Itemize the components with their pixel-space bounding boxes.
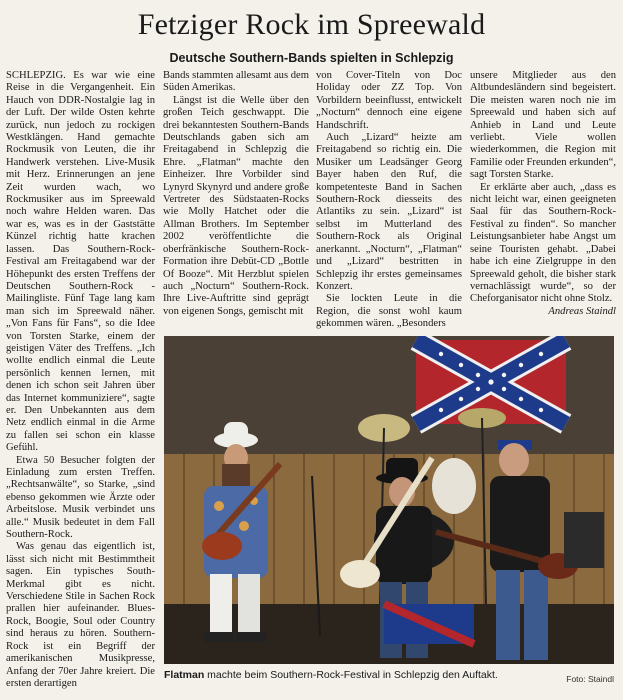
photo-caption (164, 669, 614, 681)
paragraph (6, 70, 155, 455)
headline: Fetziger Rock im Spreewald (137, 8, 486, 41)
band-photo-illustration (164, 336, 614, 664)
paragraph: Etwa 50 Besucher folgten der Einladung zum ersten Treffen. „Rechtsanwälte“, so Starke, „sind ebenso gekommen wie Ärzte oder Arbeitslose. Musik verbindet uns alle.“ Musik bedeutet in dem Fall Southern-Rock. (6, 454, 155, 541)
article-column-3 (316, 70, 462, 330)
paragraph: Was genau das eigentlich ist, lässt sich nicht mit Bestimmtheit sagen. Ein typisches South-Merkmal gibt es nicht. Verschiedene Stile in Sachen Rock prallen hier aufeinander. Blues-Rock, Boogie, Soul oder Country sind heraus zu hören. Southern-Rock ist ein Begriff der amerikanischen Musikpresse, Anfang der 70er Jahre kreiert. Die ersten derartigen (6, 541, 155, 689)
paragraph: Er erklärte aber auch, „dass es nicht leicht war, einen geeigneten Saal für das Southern-Rock-Festival zu finden“. So mancher Leistungsanbieter habe Angst um seine Touristen gehabt. „Dabei habe ich eine Zielgruppe in den Spreewald geholt, die bisher stark vernachlässigt wurde“, so der Cheforganisator nicht ohne Stolz. (470, 181, 616, 305)
paragraph: Sie lockten Leute in die Region, die sonst wohl kaum gekommen wären. „Besonders (316, 293, 462, 330)
caption-text: machte beim Southern-Rock-Festival in Schlepzig den Auftakt. (204, 669, 498, 681)
paragraph: Längst ist die Welle über den großen Teich geschwappt. Die drei bekanntesten Southern-Bands Deutschlands gaben sich am Freitagabend in Schlepzig die Ehre. „Flatman“ machte den Einheizer. Ihre Vorbilder sind Lynyrd Skynyrd und andere große Vertreter des Südstaaten-Rocks wie Molly Hatchet oder die Allman Brothers. Im September 2002 veröffentlichte die oberfränkische Southern-Rock-Formation ihre Debüt-CD „Bottle Of Booze“. Mit Herzblut spielen auch „Nocturn“ Southern-Rock. Ihre Live-Auftritte sind geprägt von eigenen Songs, gemischt mit (163, 94, 309, 317)
paragraph: Auch „Lizard“ heizte am Freitagabend so richtig ein. Die Musiker um Leadsänger Georg Bayer haben den Ruf, die kompetenteste Band in Sachen Southern-Rock diesseits des Atlantiks zu sein. „Lizard“ ist selbst im Mutterland des Southern-Rock als Original anerkannt. „Nocturn“, „Flatman“ und „Lizard“ bestritten in Schlepzig ihr erstes gemeinsames Konzert. (316, 132, 462, 292)
band-photo (164, 336, 614, 664)
caption-band-name: Flatman (164, 669, 205, 681)
photo-credit: Foto: Staindl (566, 674, 614, 684)
paragraph-text: Es war wie eine Reise in die Vergangenheit. Ein Hauch von DDR-Nostalgie lag in der Luft. Der wilde Osten kehrte zurück, nun jedoch zu rockigen Westklängen. Hand gemachte Rockmusik von Leuten, die ihr Handwerk verstehen. Live-Musik mit Herz. Erinnerungen an jene Zeit wurden wach, wo Rockmusiker aus im Spreewald noch wahre Helden waren. Das war es, was es in der Gaststätte Künzel richtig hatte krachen lassen. Das Southern-Rock-Festival am Freitagabend war der Höhepunkt des ersten Treffens der Deutschen Southern-Rock -Mailingliste. Fünf Tage lang kam man sich im Spreewald näher. „Von Fans für Fans“, so die Idee von Torsten Starke, einem der geistigen Väter des Treffens. „Ich wollte endlich einmal die Leute persönlich kennen lernen, mit denen ich schon seit Jahren über das Internet kommuniziere“, sagte er. Den Unbekannten aus dem Netz endlich einmal in die Arme zu fallen sei schon ein klasse Gefühl. (6, 70, 156, 454)
article-column-4 (470, 70, 616, 320)
author-byline: Andreas Staindl (548, 305, 616, 317)
paragraph: von Cover-Titeln von Doc Holiday oder ZZ Top. Von Vorbildern beeinflusst, entwickelt „Nocturn“ dennoch eine eigene Handschrift. (316, 70, 462, 131)
paragraph: Bands stammten allesamt aus dem Süden Amerikas. (163, 70, 309, 94)
article-column-1 (6, 70, 156, 689)
subheadline: Deutsche Southern-Bands spielten in Schlepzig (169, 51, 454, 65)
paragraph: unsere Mitglieder aus den Altbundesländern sind begeistert. Die meisten waren noch nie im Spreewald und haben sich auf Anhieb in Land und Leute verliebt. Viele wollen wiederkommen, die Region mit Familie oder Freunden erkunden“, sagt Torsten Starke. (470, 70, 616, 181)
article-column-2 (163, 70, 309, 320)
dateline: SCHLEPZIG. (6, 70, 66, 81)
